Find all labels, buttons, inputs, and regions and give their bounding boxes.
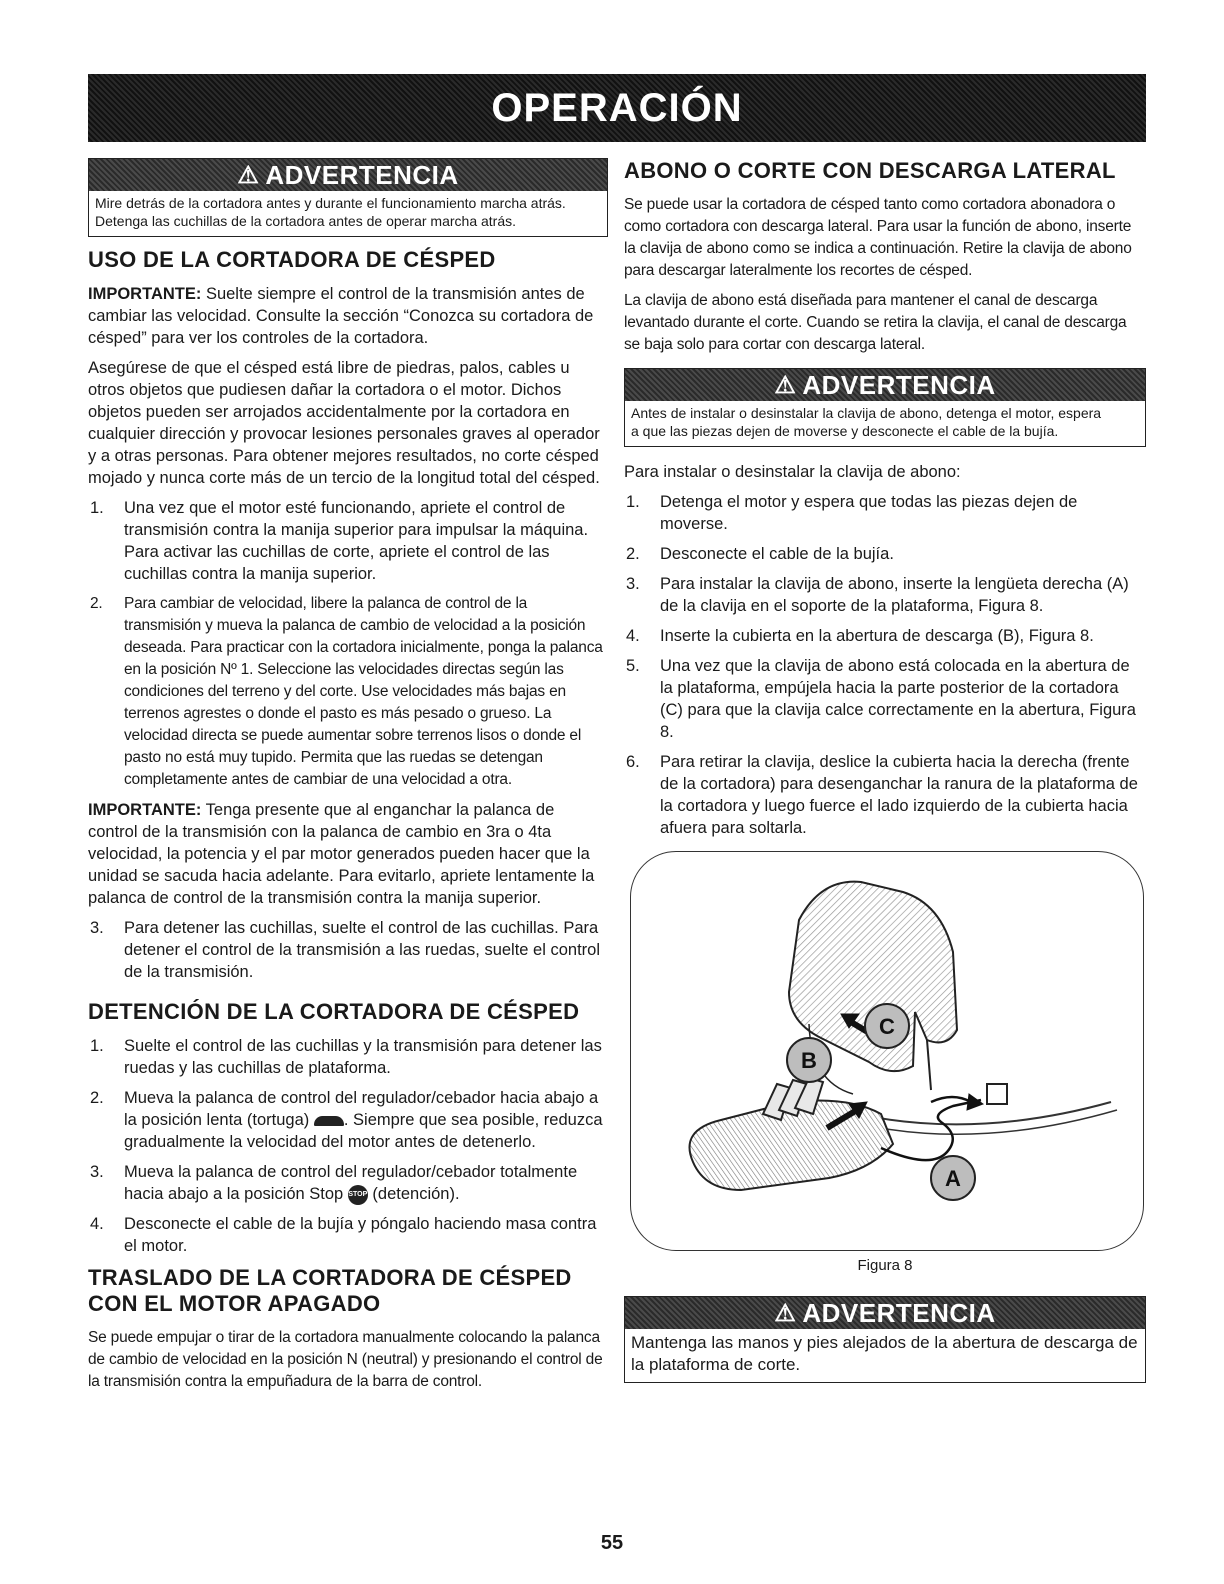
list-item (624, 543, 1146, 565)
list-item (88, 593, 608, 791)
page-number: 55 (600, 1532, 624, 1554)
traslado-paragraph: Se puede empujar o tirar de la cortadora manualmente colocando la palanca de cambio de velocidad en la posición N (neutral) y presionando el control de la transmisión contra la empuñadura de la barra de control. (88, 1329, 603, 1390)
step-text: Desconecte el cable de la bujía y póngalo haciendo masa contra el motor. (124, 1215, 597, 1255)
warning-header (89, 159, 607, 191)
warning-triangle-icon: ⚠ (774, 1299, 797, 1327)
deck-bracket (987, 1084, 1007, 1104)
warning-title: ADVERTENCIA (802, 369, 996, 400)
stop-icon: STOP (348, 1185, 368, 1205)
step-text: Desconecte el cable de la bujía. (660, 545, 894, 563)
step-number: 2. (626, 545, 640, 563)
step-text: Para cambiar de velocidad, libere la palanca de control de la transmisión y mueva la palanca de cambio de velocidad a la posición deseada. Para practicar con la cortadora inicialmente, ponga la palanca en la posición Nº 1. Seleccione las velocidades directas según las condiciones del terreno y del corte. Use velocidades más bajas en terrenos agrestes o donde el pasto es más pesado o grueso. La velocidad directa se puede aumentar sobre terrenos lisos o donde el pasto no está muy tupido. Permita que las ruedas se detengan completamente antes de cambiar de una velocidad a otra. (124, 595, 603, 788)
list-item (88, 917, 608, 983)
warning-header (625, 369, 1145, 401)
step-number: 4. (90, 1215, 104, 1233)
turtle-icon (314, 1116, 344, 1126)
step-number: 3. (90, 919, 104, 937)
warning-triangle-icon: ⚠ (774, 371, 797, 399)
step-number: 2. (90, 1089, 104, 1107)
step-number: 2. (90, 595, 103, 612)
important-text: Suelte siempre el control de la transmisión antes de cambiar las velocidad. Consulte la sección “Conozca su cortadora de césped” para ver los controles de la cortadora. (88, 285, 594, 347)
callout-b (787, 1038, 831, 1082)
heading-uso: USO DE LA CORTADORA DE CÉSPED (88, 247, 496, 272)
left-column (88, 158, 608, 1401)
step-text: Suelte el control de las cuchillas y la transmisión para detener las ruedas y las cuchillas de plataforma. (124, 1037, 602, 1077)
warning-line: Detenga las cuchillas de la cortadora antes de operar marcha atrás. (95, 213, 517, 229)
clavija-steps (624, 491, 1146, 839)
warning-box-hands (624, 1296, 1146, 1383)
warning-title: ADVERTENCIA (802, 1297, 996, 1328)
step-number: 1. (90, 499, 104, 517)
warning-box-reverse (88, 158, 608, 237)
warning-line: a que las piezas dejen de moverse y desconecte el cable de la bujía. (631, 423, 1059, 439)
mulch-plug-drawing (631, 852, 1143, 1250)
heading-traslado: TRASLADO DE LA CORTADORA DE CÉSPED CON EL MOTOR APAGADO (88, 1265, 572, 1316)
step-text: Inserte la cubierta en la abertura de descarga (B), Figura 8. (660, 627, 1094, 645)
callout-a (931, 1156, 975, 1200)
step-number: 1. (626, 493, 640, 511)
list-item (624, 625, 1146, 647)
callout-c (865, 1004, 909, 1048)
step-text: . Siempre que sea posible, reduzca gradualmente la velocidad del motor antes de detenerlo. (124, 1111, 603, 1151)
callout-label-c: C (879, 1014, 895, 1039)
abono-paragraph-1: Se puede usar la cortadora de césped tanto como cortadora abonadora o como cortadora con descarga lateral. Para usar la función de abono, inserte la clavija de abono como se indica a continuación. Retire la clavija de abono para descargar lateralmente los recortes de césped. (624, 196, 1132, 279)
step-text: Para detener las cuchillas, suelte el control de las cuchillas. Para detener el control de la transmisión a las ruedas, suelte el control de la transmisión. (124, 919, 601, 981)
heading-detencion: DETENCIÓN DE LA CORTADORA DE CÉSPED (88, 999, 580, 1024)
detencion-steps (88, 1035, 608, 1257)
important-text: Tenga presente que al enganchar la palanca de control de la transmisión con la palanca de cambio en 3ra o 4ta velocidad, la potencia y el par motor generados pueden hacer que la unidad se sacuda hacia adelante. Para evitarlo, apriete lentamente la palanca de control de la transmisión contra la manija superior. (88, 801, 595, 907)
safety-paragraph: Asegúrese de que el césped está libre de piedras, palos, cables u otros objetos que pudiesen dañar la cortadora o el motor. Dichos objetos pueden ser arrojados accidentalmente por la cortadora en cualquier dirección y provocar lesiones personales graves al operador y a otras personas. Para obtener mejores resultados, no corte césped mojado y nunca corte más de un tercio de la longitud total del césped. (88, 359, 600, 487)
warning-header (625, 1297, 1145, 1329)
list-item (88, 1035, 608, 1079)
step-number: 5. (626, 657, 640, 675)
step-text: Una vez que la clavija de abono está colocada en la abertura de la plataforma, empújela hacia la parte posterior de la cortadora (C) para que la clavija calce correctamente en la abertura, Figura 8. (660, 657, 1136, 741)
step-number: 3. (90, 1163, 104, 1181)
abono-paragraph-2: La clavija de abono está diseñada para mantener el canal de descarga levantado durante el corte. Cuando se retira la clavija, el canal de descarga se baja solo para cortar con descarga lateral. (624, 292, 1127, 353)
important-label: IMPORTANTE: (88, 801, 202, 819)
uso-steps (88, 497, 608, 791)
warning-text (625, 401, 1145, 446)
step-text: Detenga el motor y espera que todas las piezas dejen de moverse. (660, 493, 1078, 533)
heading-abono: ABONO O CORTE CON DESCARGA LATERAL (624, 158, 1116, 183)
section-banner (88, 74, 1146, 142)
step-number: 4. (626, 627, 640, 645)
step-text: Mueva la palanca de control del regulador/cebador hacia abajo a la posición lenta (tortuga) (124, 1089, 599, 1129)
list-item (624, 573, 1146, 617)
list-item (88, 1161, 608, 1205)
warning-text (89, 191, 607, 236)
section-title: OPERACIÓN (491, 85, 743, 130)
figure-caption: Figura 8 (857, 1257, 913, 1274)
list-item (88, 1087, 608, 1153)
list-item (88, 1213, 608, 1257)
step-text: Mueva la palanca de control del regulador/cebador totalmente hacia abajo a la posición Stop (124, 1163, 578, 1203)
list-item (88, 497, 608, 585)
step-text: (detención). (367, 1185, 460, 1203)
figure-8-illustration (630, 851, 1144, 1251)
callout-label-b: B (801, 1048, 817, 1073)
important-note-1 (88, 283, 608, 349)
warning-text: Mantenga las manos y pies alejados de la abertura de descarga de la plataforma de corte. (631, 1333, 1138, 1374)
step-number: 6. (626, 753, 640, 771)
important-label: IMPORTANTE: (88, 285, 202, 303)
warning-triangle-icon: ⚠ (237, 161, 260, 189)
list-item (624, 655, 1146, 743)
step-text: Para instalar la clavija de abono, inserte la lengüeta derecha (A) de la clavija en el soporte de la plataforma, Figura 8. (660, 575, 1129, 615)
warning-line: Antes de instalar o desinstalar la clavija de abono, detenga el motor, espera (631, 405, 1102, 421)
intro-text: Para instalar o desinstalar la clavija de abono: (624, 463, 961, 481)
warning-box-clavija (624, 368, 1146, 447)
plug-fins (763, 1078, 823, 1120)
step-text: Una vez que el motor esté funcionando, apriete el control de transmisión contra la manija superior para impulsar la máquina. Para activar las cuchillas de corte, apriete el control de las cuchillas contra la manija superior. (124, 499, 589, 583)
callout-label-a: A (945, 1166, 961, 1191)
list-item (624, 491, 1146, 535)
warning-line: Mire detrás de la cortadora antes y durante el funcionamiento marcha atrás. (95, 195, 566, 211)
step-number: 3. (626, 575, 640, 593)
list-item (624, 751, 1146, 839)
uso-steps-cont (88, 917, 608, 983)
warning-title: ADVERTENCIA (265, 159, 459, 190)
step-text: Para retirar la clavija, deslice la cubierta hacia la derecha (frente de la cortadora) para desenganchar la ranura de la plataforma de la cortadora y luego fuerce el lado izquierdo de la cubierta hacia afuera para soltarla. (660, 753, 1138, 837)
right-column (624, 158, 1146, 1393)
important-note-2 (88, 799, 608, 909)
step-number: 1. (90, 1037, 104, 1055)
